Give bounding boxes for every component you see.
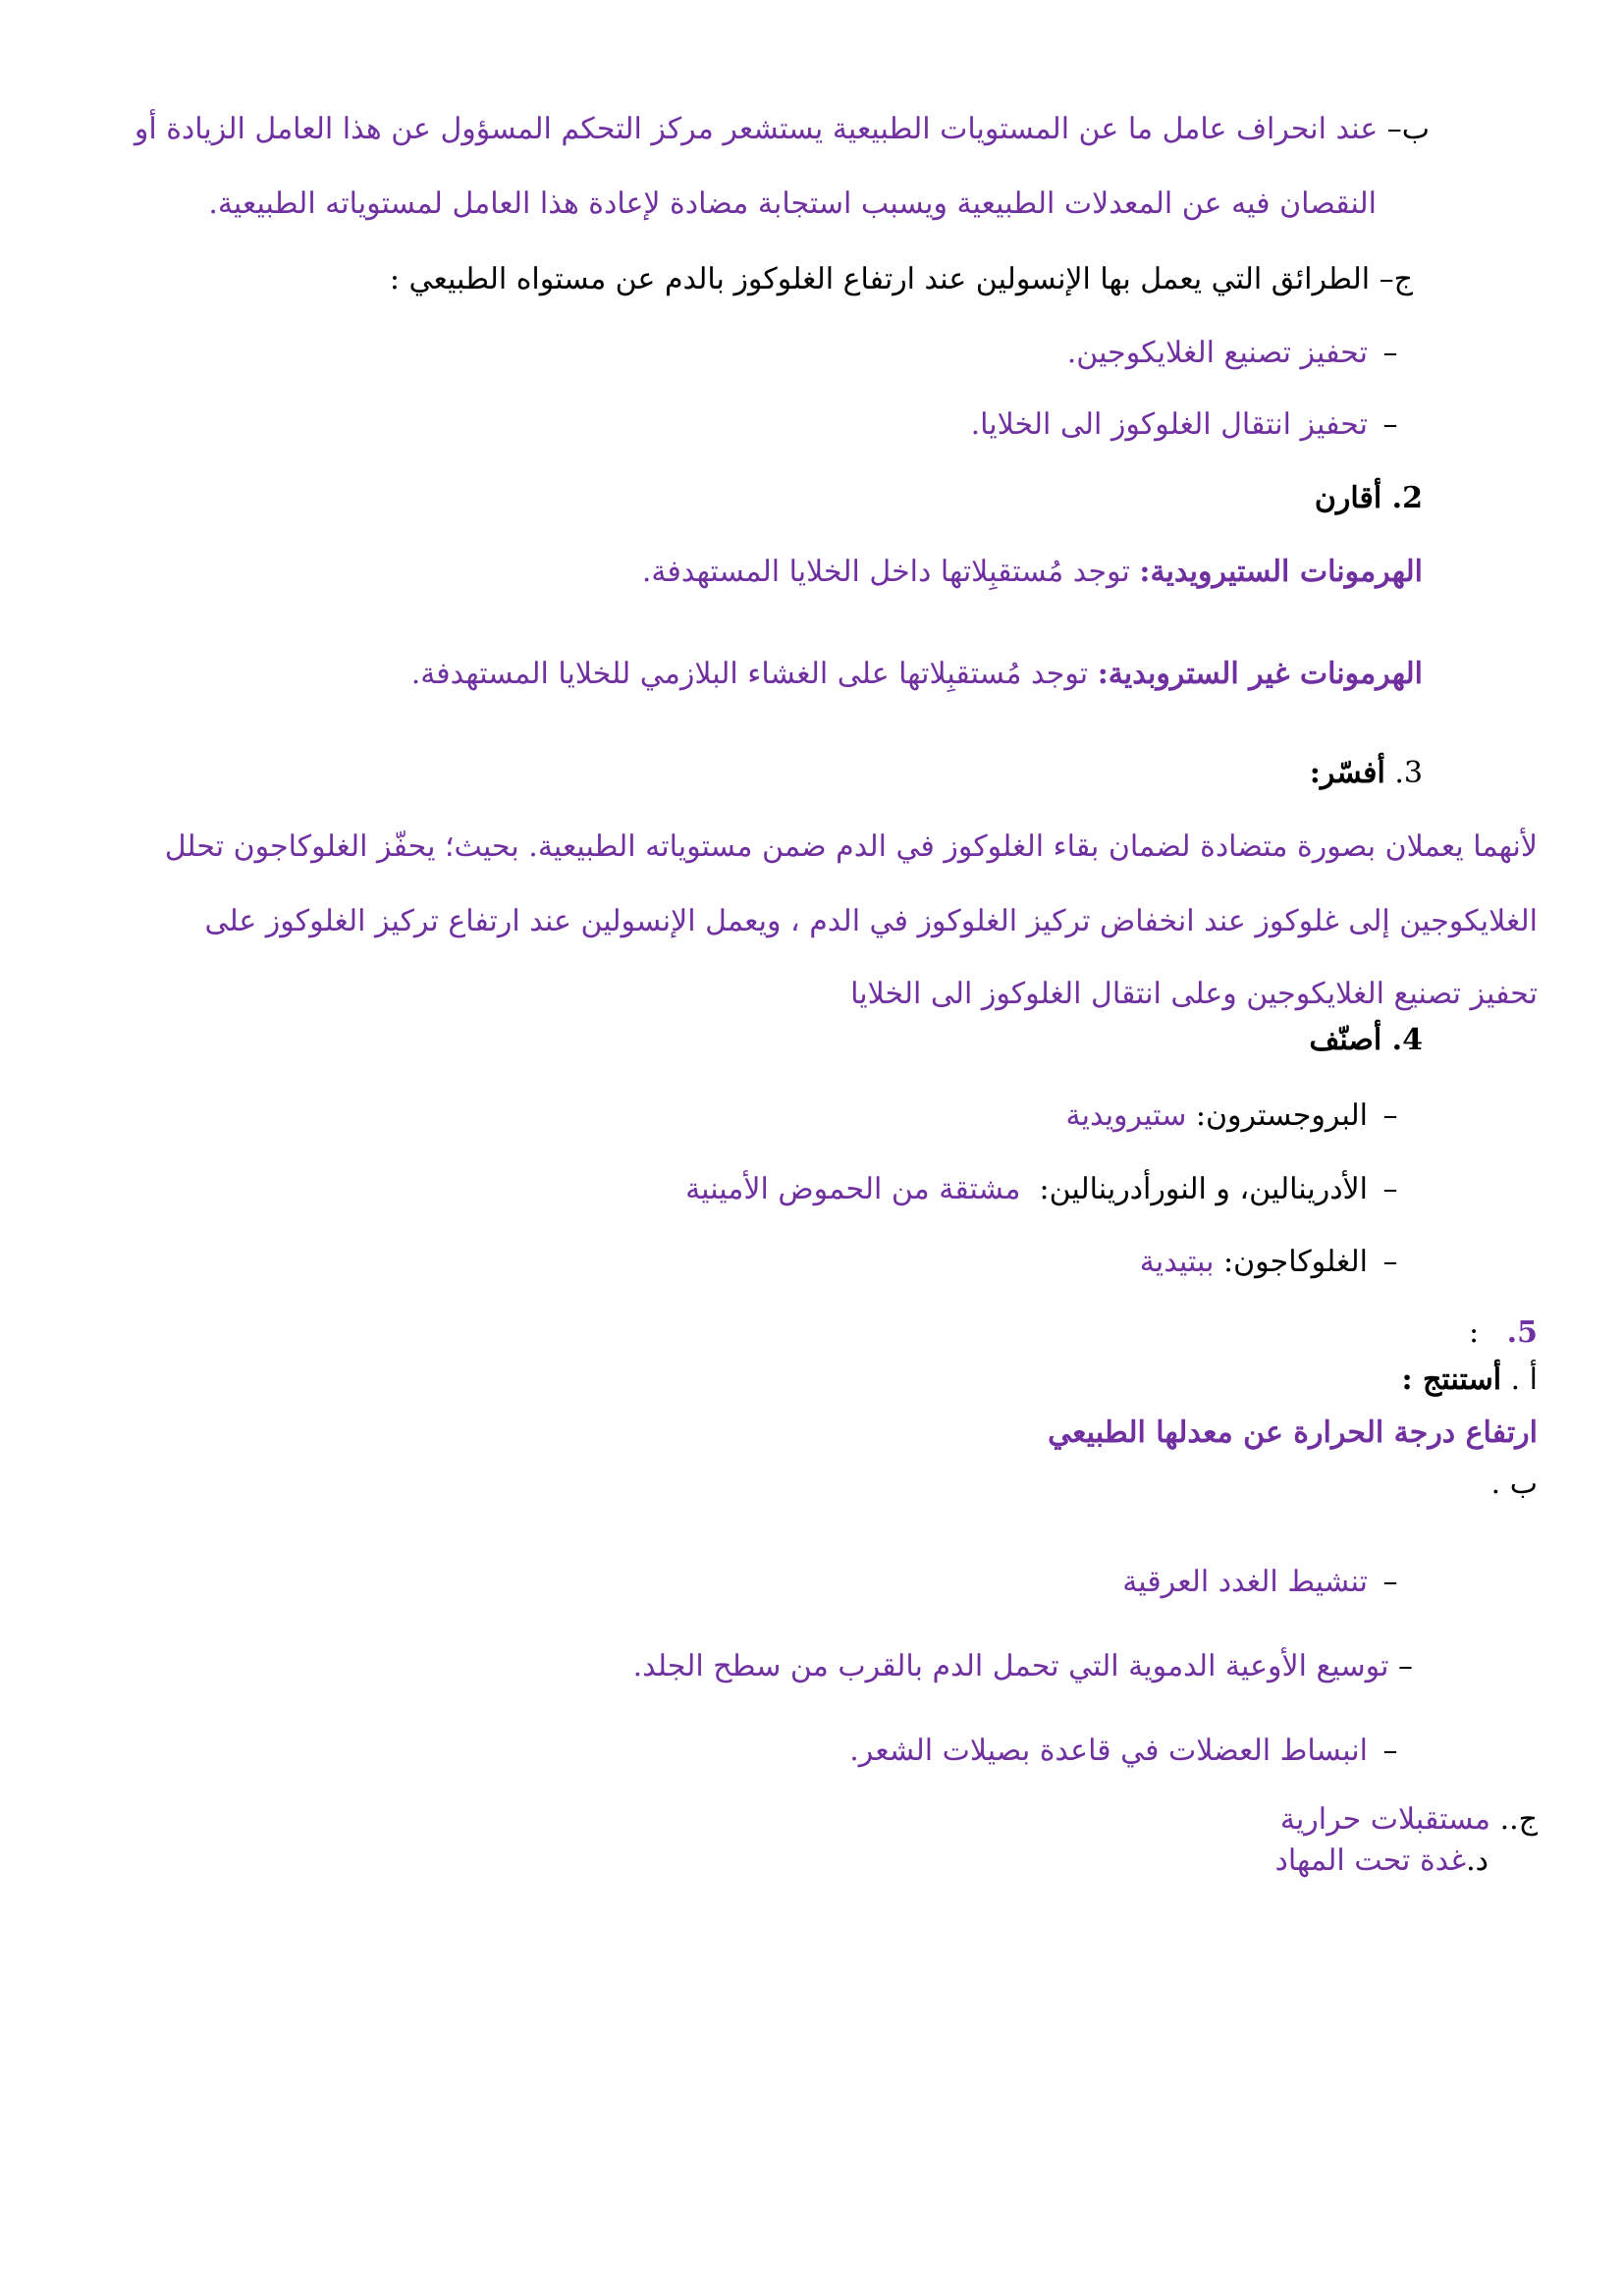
question-3-number: 3. — [1384, 756, 1423, 790]
list-item-text: توسيع الأوعية الدموية التي تحمل الدم بالقرب من سطح الجلد. — [632, 1649, 1389, 1683]
paragraph-b-text-1: عند انحراف عامل ما عن المستويات الطبيعية يستشعر مركز التحكم المسؤول عن هذا العامل الزيادة أو — [134, 112, 1379, 146]
classify-label: الأدرينالين، و النورأدرينالين: — [1039, 1172, 1368, 1206]
question-3-heading — [1310, 754, 1423, 793]
question-5b-label: ب . — [1490, 1467, 1538, 1501]
nonsteroid-text: توجد مُستقبِلاتها على الغشاء البلازمي للخلايا المستهدفة. — [410, 657, 1089, 691]
bullet-dash: – — [1398, 1649, 1413, 1683]
question-5-heading — [1469, 1313, 1538, 1353]
question-2-heading: 2. أقارن — [1314, 481, 1423, 515]
bullet-dash: – — [1382, 407, 1398, 442]
question-3-line-1: لأنهما يعملان بصورة متضادة لضمان بقاء الغلوكوز في الدم ضمن مستوياته الطبيعية. بحيث؛ يحفّز الغلوكاجون تحلل — [164, 829, 1538, 864]
question-5a-heading — [1402, 1361, 1538, 1400]
classify-value: مشتقة من الحموض الأمينية — [685, 1172, 1021, 1206]
list-item — [1067, 334, 1413, 373]
bullet-dash: – — [1382, 1734, 1398, 1768]
list-item — [685, 1170, 1413, 1209]
list-item — [1066, 1096, 1413, 1136]
steroid-label: الهرمونات الستيرويدية: — [1139, 555, 1423, 589]
question-3-line-3: تحفيز تصنيع الغلايكوجين وعلى انتقال الغلوكوز الى الخلايا — [850, 977, 1538, 1011]
paragraph-b-line-2: النقصان فيه عن المعدلات الطبيعية ويسبب استجابة مضادة لإعادة هذا العامل لمستوياته الطبيعية. — [208, 187, 1377, 221]
item-d-value: غدة تحت المهاد — [1274, 1843, 1467, 1878]
question-5d-line — [1275, 1842, 1489, 1881]
paragraph-b-line-1 — [135, 110, 1430, 149]
item-a-title: أستنتج : — [1401, 1362, 1502, 1397]
item-a-label: أ . — [1501, 1362, 1538, 1397]
question-3-title: أفسّر: — [1309, 756, 1385, 790]
question-5c-line — [1280, 1800, 1538, 1840]
classify-value: ستيرويدية — [1065, 1098, 1187, 1133]
classify-label: البروجسترون: — [1195, 1098, 1368, 1133]
question-3-line-2: الغلايكوجين إلى غلوكوز عند انخفاض تركيز الغلوكوز في الدم ، ويعمل الإنسولين عند ارتفاع تركيز الغلوكوز على — [204, 904, 1538, 938]
classify-value: ببتيدية — [1139, 1245, 1215, 1279]
steroid-text: توجد مُستقبِلاتها داخل الخلايا المستهدفة. — [641, 555, 1130, 589]
bullet-dash: – — [1382, 336, 1398, 370]
list-item-text: تنشيط الغدد العرقية — [1122, 1565, 1368, 1599]
item-d-label: د. — [1466, 1843, 1489, 1878]
item-c-label: ج.. — [1499, 1802, 1538, 1837]
question-5a-answer: ارتفاع درجة الحرارة عن معدلها الطبيعي — [1048, 1415, 1538, 1450]
list-item-text: تحفيز تصنيع الغلايكوجين. — [1066, 336, 1368, 370]
bullet-dash: – — [1382, 1172, 1398, 1206]
bullet-dash: – — [1382, 1245, 1398, 1279]
item-c-value: مستقبلات حرارية — [1279, 1802, 1491, 1837]
list-item-text: تحفيز انتقال الغلوكوز الى الخلايا. — [970, 407, 1368, 442]
classify-label: الغلوكاجون: — [1223, 1245, 1368, 1279]
list-item-text: انبساط العضلات في قاعدة بصيلات الشعر. — [849, 1734, 1368, 1768]
question-5-number: 5. — [1506, 1315, 1538, 1350]
bullet-dash: – — [1382, 1098, 1398, 1133]
list-item — [633, 1647, 1413, 1686]
item-b-label: ب– — [1378, 112, 1430, 146]
list-item — [1122, 1563, 1413, 1602]
list-item — [971, 405, 1413, 445]
nonsteroid-line — [411, 655, 1423, 694]
list-item — [1140, 1243, 1413, 1282]
nonsteroid-label: الهرمونات غير الستروبدية: — [1097, 657, 1423, 691]
question-4-heading: 4. أصنّف — [1309, 1023, 1423, 1057]
list-item — [849, 1732, 1413, 1771]
steroid-line — [642, 553, 1423, 592]
question-5-colon: : — [1468, 1315, 1480, 1350]
bullet-dash: – — [1382, 1565, 1398, 1599]
paragraph-c-line: ج– الطرائق التي يعمل بها الإنسولين عند ارتفاع الغلوكوز بالدم عن مستواه الطبيعي : — [389, 262, 1413, 296]
